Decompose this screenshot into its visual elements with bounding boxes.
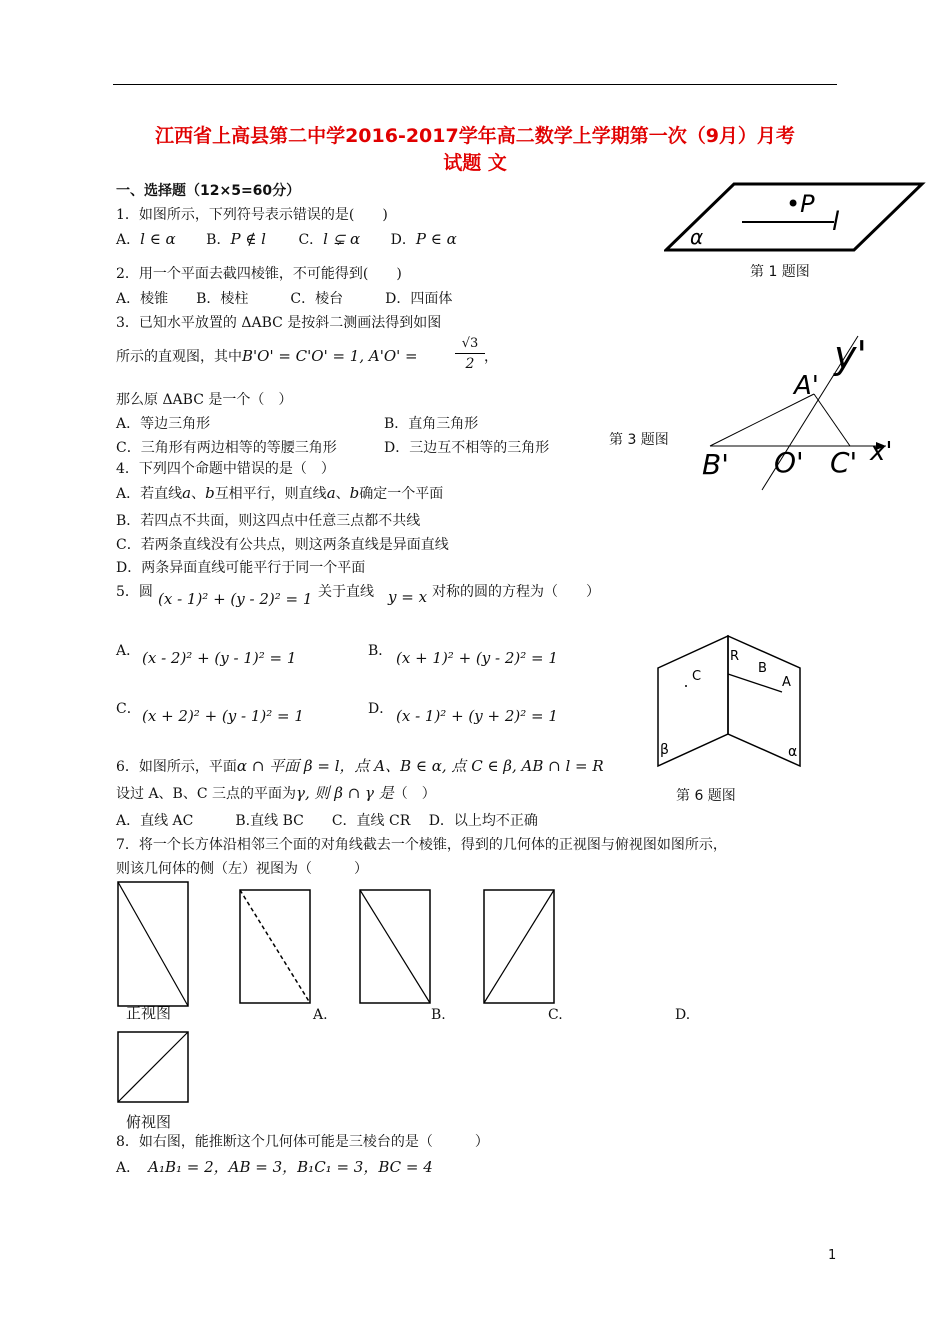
figure-3-caption: 第 3 题图 [609,432,669,448]
q4-a-math1: a [182,484,192,502]
q2-stem: 2．用一个平面去截四棱锥，不可能得到( ) [116,266,402,282]
q1-options [116,229,457,249]
q7-option-c-label: C. [548,1007,563,1023]
q3-option-a: A．等边三角形 [116,416,211,432]
q1-b-label: B． [206,232,231,248]
side-ba [710,394,814,446]
q3-frac-num: √3 [455,335,485,354]
q4-a-text4: 、 [335,486,350,502]
q5-label: 5．圆 [116,584,153,600]
q4-a-text3: 互相平行，则直线 [214,486,327,502]
q4-a-math3: a [326,484,336,502]
q5-line: y = x [388,588,428,606]
page-number: 1 [828,1248,837,1263]
q8-a-math: A₁B₁ = 2，AB = 3，B₁C₁ = 3，BC = 4 [148,1158,433,1176]
q4-a-text5: 确定一个平面 [359,486,444,502]
q5-c-eq: (x + 2)² + (y - 1)² = 1 [142,707,304,725]
figure-1-caption: 第 1 题图 [750,264,810,280]
q1-c-math: l ⊊ α [323,230,361,248]
page-title-line2: 试题 文 [443,152,507,174]
a-prime-label: A' [794,371,819,401]
header-rule [113,84,837,85]
q2-options: A．棱锥 B．棱柱 C．棱台 D．四面体 [116,291,453,307]
c-prime-label: C' [830,446,858,479]
option-a-dashed-diagonal [240,890,310,1003]
y-prime-label: y' [834,333,867,377]
q4-option-b: B．若四点不共面，则这四点中任意三点都不共线 [116,513,421,529]
q1-a-math: l ∈ α [140,230,176,248]
b-prime-label: B' [702,448,729,481]
q5-b-eq: (x + 1)² + (y - 2)² = 1 [396,649,558,667]
section-heading: 一、选择题（12×5=60分） [116,183,301,199]
q5-end-text: 对称的圆的方程为（ ） [432,584,600,600]
c-label: C [692,669,702,684]
q3-comma: ， [484,349,498,365]
q3-line2-math: B'O' = C'O' = 1, A'O' = [242,347,418,365]
q4-option-a [116,483,443,503]
option-b-view [360,890,430,1003]
x-prime-label: x' [870,437,893,467]
top-view-caption: 俯视图 [126,1113,172,1131]
q4-option-c: C．若两条直线没有公共点，则这两条直线是异面直线 [116,537,449,553]
q6-line2-end: （ ） [393,786,436,802]
q4-a-text1: A．若直线 [116,486,183,502]
alpha-label: α [788,744,798,760]
q6-line2-prefix: 设过 A、B、C 三点的平面为 [116,786,297,802]
top-view-figure [114,1030,194,1106]
line-l-label: l [832,207,840,237]
q3-line3: 那么原 ΔABC 是一个（ ） [116,392,293,408]
front-view-caption: 正视图 [126,1004,172,1022]
q4-a-math4: b [349,484,360,502]
q7-line2: 则该几何体的侧（左）视图为（ ） [116,861,368,877]
front-view [118,882,188,1006]
q5-c-label: C． [116,701,141,717]
plane-alpha-label: α [690,225,704,249]
q8-stem: 8．如右图，能推断这个几何体可能是三棱台的是（ ） [116,1134,489,1150]
segment-ab [728,674,782,692]
q4-option-d: D．两条异面直线可能平行于同一个平面 [116,560,366,576]
q3-option-c: C．三角形有两边相等的等腰三角形 [116,440,337,456]
q6-line2-math: γ, 则 β ∩ γ 是 [296,784,394,802]
q5-d-label: D． [368,701,394,717]
beta-label: β [660,742,669,758]
q3-option-b: B．直角三角形 [384,416,479,432]
q5-a-eq: (x - 2)² + (y - 1)² = 1 [142,649,297,667]
option-a-view [240,890,310,1003]
q7-views-figure [112,880,712,1010]
q7-option-a-label: A. [313,1007,328,1023]
q1-a-label: A． [116,232,141,248]
front-view-diagonal [118,882,188,1006]
q5-a-label: A． [116,643,141,659]
point-c [685,685,687,687]
q6-options: A．直线 AC B.直线 BC C．直线 CR D．以上均不正确 [116,813,538,829]
q3-line1: 3．已知水平放置的 ΔABC 是按斜二测画法得到如图 [116,315,442,331]
q5-equation: (x - 1)² + (y - 2)² = 1 [158,590,313,608]
figure-3-oblique-triangle [690,322,920,494]
q6-line1-prefix: 6．如图所示，平面 [116,759,237,775]
figure-6-caption: 第 6 题图 [676,788,736,804]
q7-option-b-label: B. [431,1007,446,1023]
q1-d-math: P ∈ α [415,230,457,248]
q3-line2 [116,346,418,366]
q5-mid-text: 关于直线 [318,584,374,600]
q5-b-label: B． [368,643,393,659]
q1-d-label: D． [390,232,416,248]
side-ac [814,394,850,446]
option-c-diagonal [484,890,554,1003]
figure-6-planes [650,630,810,772]
q1-b-math: P ∉ l [230,230,266,248]
q8-option-a [116,1156,433,1177]
q4-stem: 4．下列四个命题中错误的是（ ） [116,461,335,477]
q1-c-label: C． [298,232,324,248]
q4-a-math2: b [205,484,215,502]
a-label: A [782,675,791,690]
q6-line1 [116,755,604,776]
q5-d-eq: (x - 1)² + (y + 2)² = 1 [396,707,558,725]
q7-option-d-label: D. [675,1007,691,1023]
top-view-diagonal [118,1032,188,1102]
q3-frac-den: 2 [465,356,475,372]
q3-option-d: D．三边互不相等的三角形 [384,440,550,456]
q3-line2-prefix: 所示的直观图，其中 [116,349,242,365]
b-label: B [758,661,767,676]
q7-line1: 7．将一个长方体沿相邻三个面的对角线截去一个棱锥，得到的几何体的正视图与俯视图如图所示， [116,837,727,853]
q1-stem: 1．如图所示，下列符号表示错误的是( ) [116,207,388,223]
q6-line2 [116,782,436,803]
option-c-view [484,890,554,1003]
q3-fraction [455,335,485,374]
r-label: R [730,649,740,664]
option-b-diagonal [360,890,430,1003]
point-p-label: •P [786,190,815,218]
q4-a-text2: 、 [191,486,206,502]
o-prime-label: O' [774,446,804,479]
figure-1-plane [664,178,926,258]
page-title-line1: 江西省上高县第二中学2016-2017学年高二数学上学期第一次（9月）月考 [155,125,795,147]
q8-a-label: A． [116,1160,141,1176]
q6-line1-math: α ∩ 平面 β = l，点 A、B ∈ α, 点 C ∈ β, AB ∩ l = R [236,757,604,775]
